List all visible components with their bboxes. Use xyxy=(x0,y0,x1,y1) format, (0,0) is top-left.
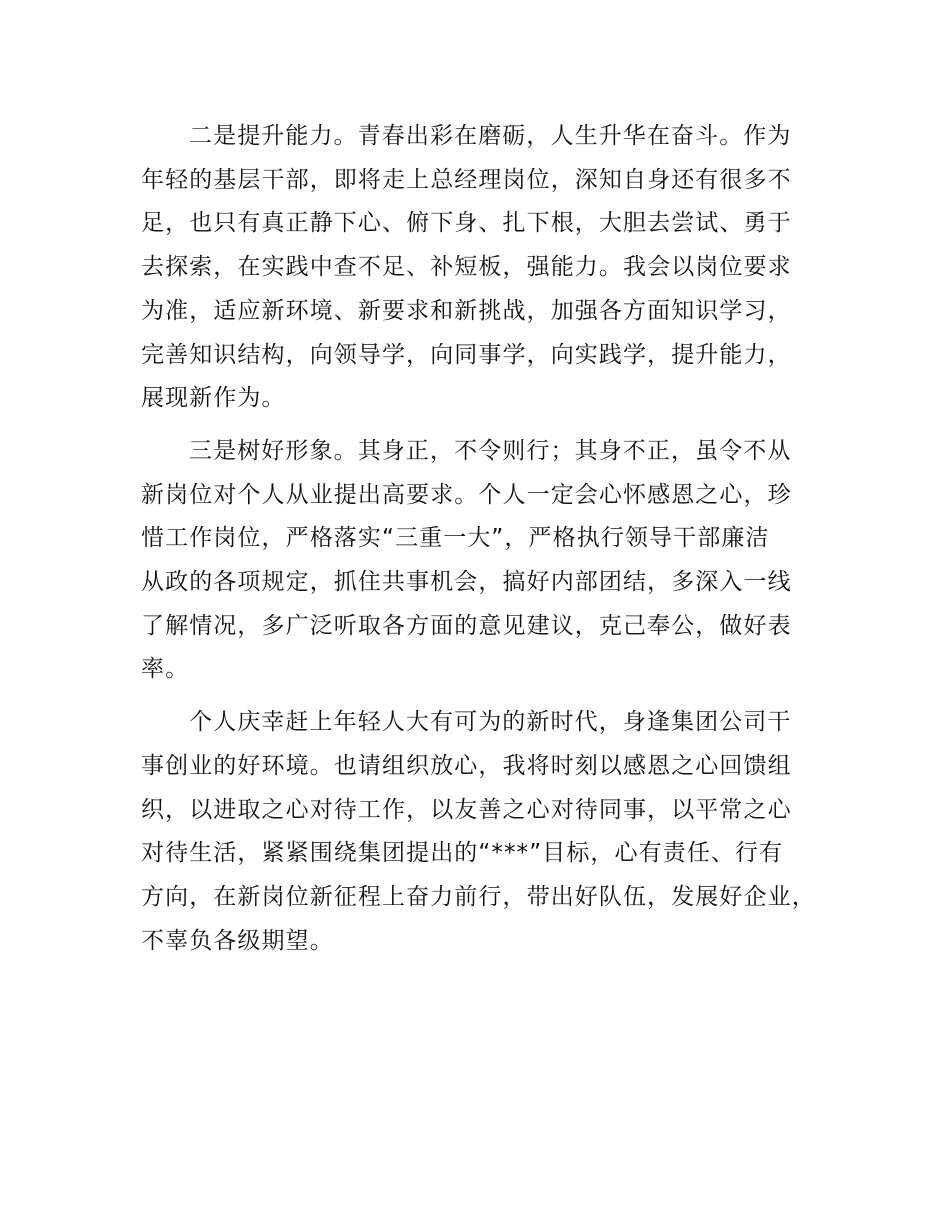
paragraph-closing xyxy=(141,701,831,963)
text-line: 去探索，在实践中查不足、补短板，强能力。我会以岗位要求 xyxy=(141,254,792,281)
text-line: 三是树好形象。其身正，不令则行；其身不正，虽令不从 xyxy=(189,437,792,464)
text-line: 对待生活，紧紧围绕集团提出的“***”目标，心有责任、行有 xyxy=(141,840,784,867)
text-line: 完善知识结构，向领导学，向同事学，向实践学，提升能力， xyxy=(141,341,792,368)
text-line: 了解情况，多广泛听取各方面的意见建议，克己奉公，做好表 xyxy=(141,612,792,639)
text-line: 方向，在新岗位新征程上奋力前行，带出好队伍，发展好企业， xyxy=(141,883,816,910)
text-line: 展现新作为。 xyxy=(141,385,286,412)
text-line: 年轻的基层干部，即将走上总经理岗位，深知自身还有很多不 xyxy=(141,166,792,193)
paragraph-ability xyxy=(141,115,831,421)
text-line: 为准，适应新环境、新要求和新挑战，加强各方面知识学习， xyxy=(141,297,792,324)
text-line: 二是提升能力。青春出彩在磨砺，人生升华在奋斗。作为 xyxy=(189,123,792,149)
text-line: 事创业的好环境。也请组织放心，我将时刻以感恩之心回馈组 xyxy=(141,752,792,779)
text-line: 个人庆幸赶上年轻人大有可为的新时代，身逢集团公司干 xyxy=(189,709,792,736)
text-line: 惜工作岗位，严格落实“三重一大”，严格执行领导干部廉洁 xyxy=(141,525,770,552)
text-line: 新岗位对个人从业提出高要求。个人一定会心怀感恩之心，珍 xyxy=(141,481,792,508)
text-line: 从政的各项规定，抓住共事机会，搞好内部团结，多深入一线 xyxy=(141,569,792,596)
text-line: 不辜负各级期望。 xyxy=(141,927,334,954)
paragraph-image xyxy=(141,430,831,692)
document-body xyxy=(141,115,831,963)
text-line: 率。 xyxy=(141,656,190,683)
text-line: 足，也只有真正静下心、俯下身、扎下根，大胆去尝试、勇于 xyxy=(141,210,792,237)
text-line: 织，以进取之心对待工作，以友善之心对待同事，以平常之心 xyxy=(141,796,792,823)
